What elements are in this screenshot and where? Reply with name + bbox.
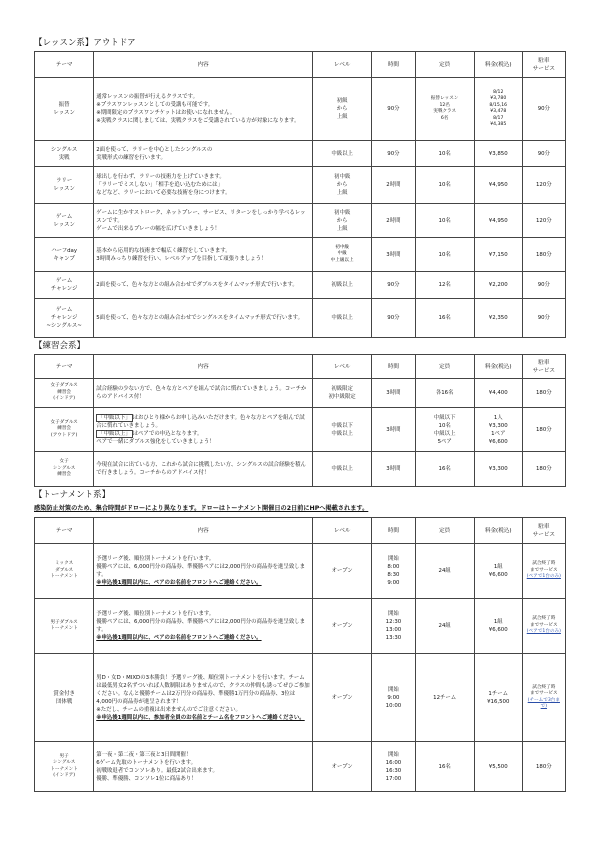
table-row (35, 167, 566, 204)
header-content: 内容 (94, 52, 313, 78)
header-capacity: 定員 (415, 518, 474, 544)
row-content: 今現在試合に出ている方、これから試合に挑戦したい方、シングルスの試合経験を積んで行きましょう。コーチからのアドバイス付！ (94, 452, 313, 487)
row-capacity: 16名 (415, 299, 474, 338)
row-parking: 120分 (522, 167, 565, 204)
parking-text: 試合終了時 までサービス (530, 561, 558, 573)
row-parking: 180分 (522, 408, 565, 452)
row-content (94, 544, 313, 599)
row-fee: 1組 ¥6,600 (474, 544, 522, 599)
row-capacity: 10名 (415, 204, 474, 238)
row-parking (522, 544, 565, 599)
row-theme: ラリー レッスン (35, 167, 94, 204)
row-theme: 女子 シングルス 練習会 (35, 452, 94, 487)
row-time: 3時間 (372, 238, 415, 272)
row-content: 2面を使って、色々な方との組み合わせでダブルスをタイムマッチ形式で行います。 (94, 272, 313, 299)
row-capacity: 各16名 (415, 379, 474, 408)
row-level: 初中級 から 上級 (313, 204, 372, 238)
header-fee: 料金(税込) (474, 518, 522, 544)
row-parking: 180分 (522, 742, 565, 792)
row-content (94, 599, 313, 654)
content-note: ※申込後1週間以内に、ペアのお名前をフロントへご連絡ください。 (96, 580, 262, 586)
row-fee: ¥3,850 (474, 141, 522, 167)
row-content: 球出しを行わず、ラリーの技術力を上げていきます。 「ラリーでミスしない」「相手を追い込むためには」 などなど、ラリーにおいて必要な技術を身につけます。 (94, 167, 313, 204)
row-level: オープン (313, 544, 372, 599)
content-text: 予選リーグ後、順位別トーナメントを行います。 優勝ペアには、6,000円分の商品券、準優勝ペアには2,000円分の商品券を進呈致します。 (96, 611, 306, 633)
row-level: オープン (313, 654, 372, 742)
row-content: 通常レッスンの振替が行えるクラスです。 ※プラスワンレッスンとしての受講も可能です。 ※期間限定のプラスワンチケットはお使いになれません。 ※実戦クラスに関しましては、実戦クラスをご受講されている方が対象になります。 (94, 78, 313, 141)
table-row (35, 654, 566, 742)
content-note: ※申込後1週間以内に、ペアのお名前をフロントへご連絡ください。 (96, 635, 262, 641)
row-fee: ¥3,300 (474, 452, 522, 487)
table-row (35, 599, 566, 654)
practice-table (34, 354, 566, 487)
row-theme: 賞金付き 団体戦 (35, 654, 94, 742)
lesson-section-title: 【レッスン系】アウトドア (34, 38, 136, 48)
parking-text: 試合終了時 までサービス (530, 616, 558, 628)
lesson-header-row (35, 52, 566, 78)
row-level: 中級以上 (313, 299, 372, 338)
row-level: 初級以上 (313, 272, 372, 299)
row-fee: ¥5,500 (474, 742, 522, 792)
row-parking: 120分 (522, 204, 565, 238)
row-theme: ハーフday キャンプ (35, 238, 94, 272)
row-level: 中級以上 (313, 141, 372, 167)
row-capacity: 10名 (415, 141, 474, 167)
row-theme: 男子ダブルス トーナメント (35, 599, 94, 654)
row-level: 中級以下 中級以上 (313, 408, 372, 452)
row-level: オープン (313, 599, 372, 654)
row-theme: 男子 シングルス トーナメント (インドア) (35, 742, 94, 792)
row-theme: ゲーム チャレンジ ~シングルス~ (35, 299, 94, 338)
header-fee: 料金(税込) (474, 355, 522, 379)
row-level: 初中級 から 上級 (313, 167, 372, 204)
header-fee: 料金(税込) (474, 52, 522, 78)
header-theme: テーマ (35, 518, 94, 544)
lesson-table (34, 51, 566, 338)
row-parking: 180分 (522, 452, 565, 487)
row-content: 5面を使って、色々な方との組み合わせでシングルスをタイムマッチ形式で行います。 (94, 299, 313, 338)
row-fee: 1人 ¥3,300 1ペア ¥6,600 (474, 408, 522, 452)
table-row (35, 452, 566, 487)
content-text: 予選リーグ後、順位別トーナメントを行います。 優勝ペアには、6,000円分の商品券、準優勝ペアには2,000円分の商品券を進呈致します。 (96, 556, 306, 578)
row-level: 初級限定 初中級限定 (313, 379, 372, 408)
row-capacity: 24組 (415, 544, 474, 599)
header-time: 時間 (372, 518, 415, 544)
row-time: 90分 (372, 141, 415, 167)
row-time: 開始 16:00 16:30 17:00 (372, 742, 415, 792)
content-text: はおひとり様からお申し込みいただけます。色々な方とペアを組んで試合に慣れていきましょう。 (96, 414, 305, 429)
parking-link[interactable]: (ペアで1台のみ) (526, 574, 561, 580)
row-content: 2面を使って、ラリーを中心としたシングルスの 実戦形式の練習を行います。 (94, 141, 313, 167)
header-content: 内容 (94, 355, 313, 379)
row-time: 3時間 (372, 452, 415, 487)
row-content: ゲームに生かすストローク、ネットプレー、サービス、リターンをしっかり学べるレッスンです。 ゲームで出来るプレーの幅を広げていきましょう！ (94, 204, 313, 238)
table-row (35, 141, 566, 167)
row-fee: 1組 ¥6,600 (474, 599, 522, 654)
row-time: 2時間 (372, 167, 415, 204)
row-parking: 90分 (522, 299, 565, 338)
row-fee: ¥4,950 (474, 204, 522, 238)
row-content: 基本から応用的な技術まで幅広く練習をしていきます。 3時間みっちり練習を行い、レベルアップを目指して頑張りましょう！ (94, 238, 313, 272)
row-level: 初中級 中級 中上級以上 (313, 238, 372, 272)
row-parking: 90分 (522, 78, 565, 141)
row-parking (522, 654, 565, 742)
header-parking: 駐車 サービス (522, 52, 565, 78)
tournament-table (34, 517, 566, 792)
row-capacity: 16名 (415, 742, 474, 792)
row-parking: 90分 (522, 141, 565, 167)
content-text: 男D・女D・MIXDの3本勝負！予選リーグ後、順位別トーナメントを行います。チームは最低男女2名ずついれば人数制限はありませんので、クラスの仲間も誘ってぜひご参加ください。なんと優勝チームは2万円分の商品券、準優勝1万円分の商品券、3位は4,000円の商品券が進呈されます！ ※ただし、チームの重複は出来ませんのでご注意ください。 (96, 674, 310, 713)
draw-notice: 感染防止対策のため、集合時間がドローにより異なります。ドローはトーナメント開催日の2日前にHPへ掲載されます。 (34, 505, 369, 512)
row-time: 90分 (372, 299, 415, 338)
row-level: オープン (313, 742, 372, 792)
content-note: ※申込後1週間以内に、参加者全員のお名前とチーム名をフロントへご連絡ください。 (96, 714, 305, 721)
row-parking: 90分 (522, 272, 565, 299)
row-time: 3時間 (372, 379, 415, 408)
row-content: 第一夜・第二夜・第三夜と3日間開催！ 6ゲーム先取のトーナメントを行います。 初戦敗退者でコンソレあり。最低2試合出来ます。 優勝、準優勝、コンソレ1位に商品あり！ (94, 742, 313, 792)
row-theme: 振替 レッスン (35, 78, 94, 141)
row-time: 開始 8:00 8:30 9:00 (372, 544, 415, 599)
row-capacity: 中級以下 10名 中級以上 5ペア (415, 408, 474, 452)
row-time: 開始 12:30 13:00 13:30 (372, 599, 415, 654)
header-time: 時間 (372, 355, 415, 379)
header-capacity: 定員 (415, 355, 474, 379)
practice-header-row (35, 355, 566, 379)
header-parking: 駐車 サービス (522, 518, 565, 544)
header-content: 内容 (94, 518, 313, 544)
row-parking (522, 599, 565, 654)
row-fee: ¥4,400 (474, 379, 522, 408)
table-row (35, 408, 566, 452)
row-theme: 女子ダブルス 練習会 (インドア) (35, 379, 94, 408)
table-row (35, 299, 566, 338)
row-fee: 8/12 ¥3,780 8/15,16 ¥3,478 8/17 ¥4,385 (474, 78, 522, 141)
parking-link[interactable]: (ペアで1台のみ) (526, 629, 561, 635)
content-text: ペアで一緒にダブルス強化をしていきましょう！ (96, 438, 215, 445)
row-capacity: 24組 (415, 599, 474, 654)
header-level: レベル (313, 518, 372, 544)
row-level: 初級 から 上級 (313, 78, 372, 141)
practice-section-title: 【練習会系】 (34, 341, 86, 351)
row-capacity: 振替レッスン 12名 実戦クラス 6名 (415, 78, 474, 141)
tournament-header-row (35, 518, 566, 544)
table-row (35, 78, 566, 141)
row-time: 開始 9:00 10:00 (372, 654, 415, 742)
row-parking: 180分 (522, 379, 565, 408)
row-content: 試合経験の少ない方で、色々な方とペアを組んで試合に慣れていきましょう。コーチからのアドバイス付！ (94, 379, 313, 408)
row-theme: ゲーム レッスン (35, 204, 94, 238)
header-time: 時間 (372, 52, 415, 78)
header-theme: テーマ (35, 355, 94, 379)
row-fee: ¥2,200 (474, 272, 522, 299)
table-row (35, 379, 566, 408)
table-row (35, 238, 566, 272)
row-content (94, 408, 313, 452)
row-capacity: 10名 (415, 238, 474, 272)
row-capacity: 12チーム (415, 654, 474, 742)
parking-text: 試合終了時 までサービス (530, 684, 558, 696)
row-capacity: 10名 (415, 167, 474, 204)
row-capacity: 12名 (415, 272, 474, 299)
row-fee: 1チーム ¥16,500 (474, 654, 522, 742)
row-time: 3時間 (372, 408, 415, 452)
row-theme: シングルス 実戦 (35, 141, 94, 167)
row-time: 2時間 (372, 204, 415, 238)
table-row (35, 204, 566, 238)
table-row (35, 742, 566, 792)
table-row (35, 272, 566, 299)
row-theme: 女子ダブルス 練習会 (アウトドア) (35, 408, 94, 452)
row-theme: ゲーム チャレンジ (35, 272, 94, 299)
level-tag-beginner: 「中級以下」 (98, 414, 131, 421)
header-level: レベル (313, 355, 372, 379)
row-time: 90分 (372, 272, 415, 299)
header-level: レベル (313, 52, 372, 78)
table-row (35, 544, 566, 599)
content-text: はペアでの申込となります。 (132, 430, 203, 437)
row-capacity: 16名 (415, 452, 474, 487)
header-theme: テーマ (35, 52, 94, 78)
header-parking: 駐車 サービス (522, 355, 565, 379)
parking-link[interactable]: (チームで3台まで) (527, 697, 560, 709)
level-tag-intermediate: 「中級以上」 (98, 430, 131, 437)
header-capacity: 定員 (415, 52, 474, 78)
row-time: 90分 (372, 78, 415, 141)
row-fee: ¥4,950 (474, 167, 522, 204)
tournament-section-title: 【トーナメント系】 (34, 490, 111, 500)
row-fee: ¥7,150 (474, 238, 522, 272)
row-content (94, 654, 313, 742)
row-level: 中級以上 (313, 452, 372, 487)
row-parking: 180分 (522, 238, 565, 272)
row-theme: ミックス ダブルス トーナメント (35, 544, 94, 599)
row-fee: ¥2,350 (474, 299, 522, 338)
